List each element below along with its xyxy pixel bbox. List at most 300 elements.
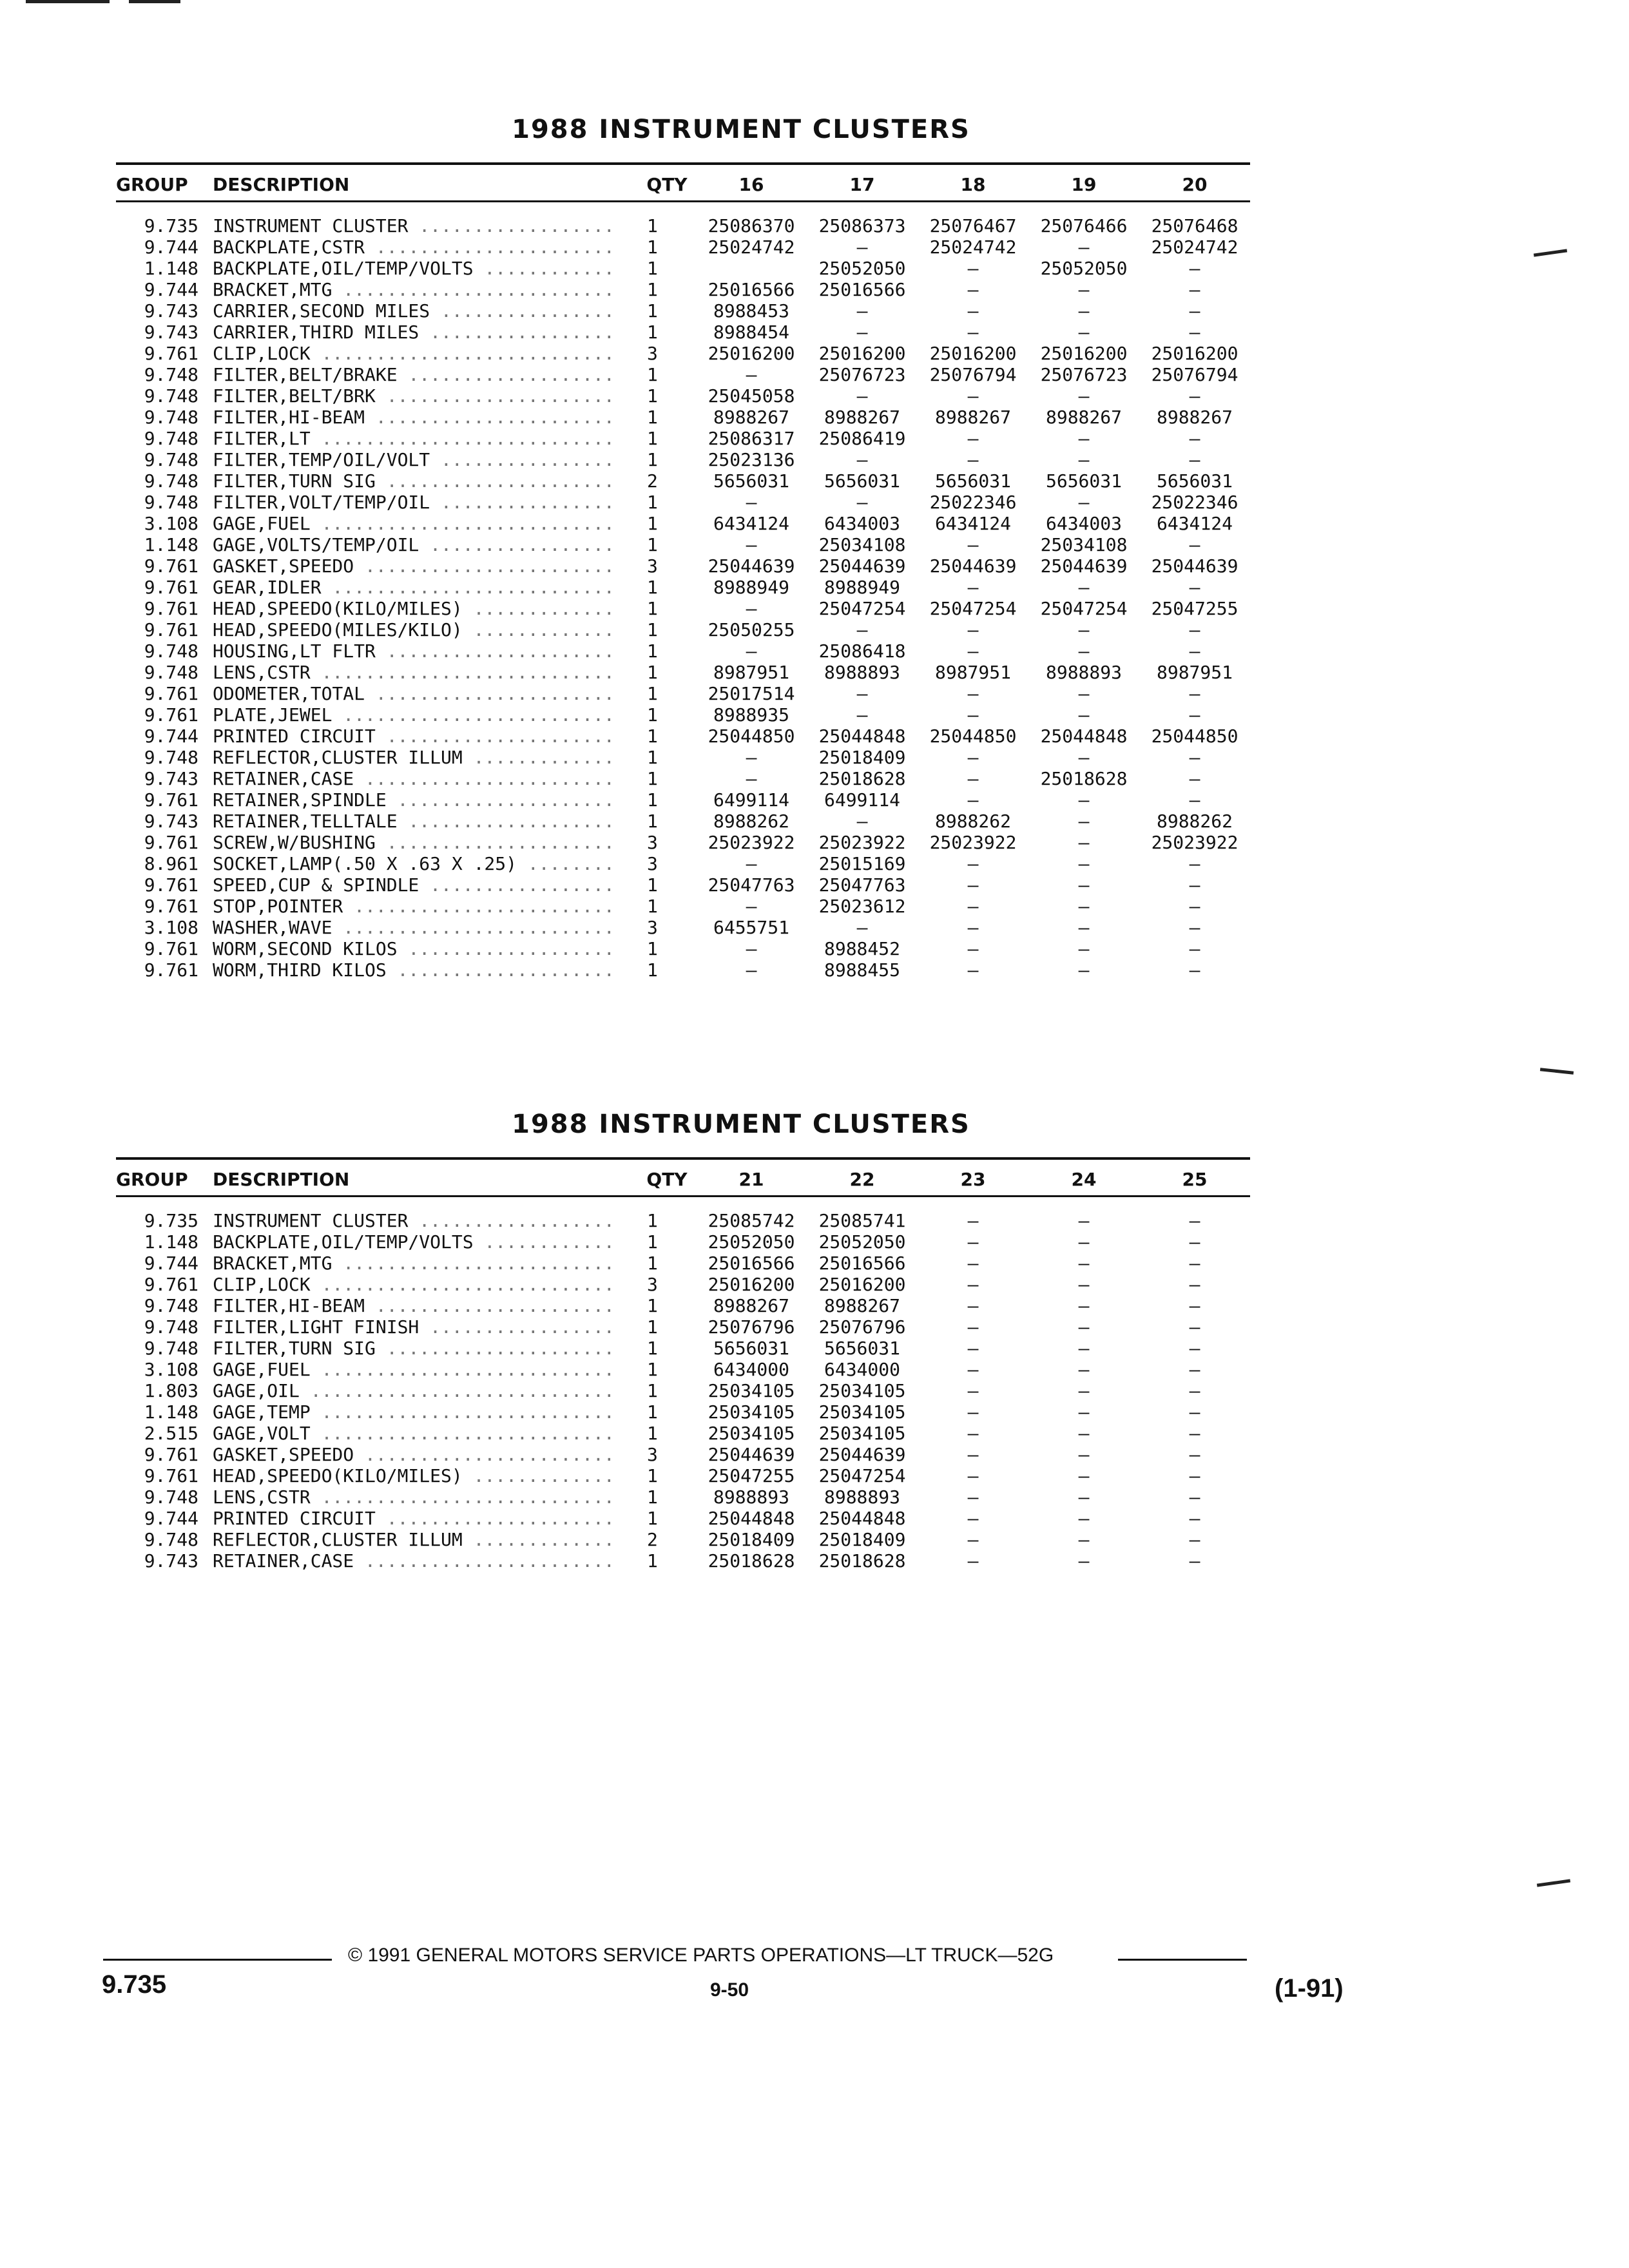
part-number-cell: 25086317 xyxy=(708,428,795,449)
part-number-cell: 25076468 xyxy=(1151,215,1239,236)
part-number-cell: — xyxy=(746,598,757,619)
qty-cell: 1 xyxy=(647,768,658,789)
leader-dots: ...................... xyxy=(375,1295,615,1316)
column-header: 16 xyxy=(696,164,807,202)
part-number-cell: — xyxy=(1078,1423,1090,1444)
table-row xyxy=(116,492,1250,513)
part-number-cell: 25018628 xyxy=(708,1550,795,1571)
part-number-cell: 25017514 xyxy=(708,683,795,704)
part-number-cell: 5656031 xyxy=(1045,470,1122,492)
part-number-cell: 6434124 xyxy=(934,513,1011,534)
part-number-cell: — xyxy=(967,1210,979,1231)
part-number-cell: — xyxy=(967,619,979,640)
group-cell: 9.743 xyxy=(144,811,198,832)
part-number-cell: 25050255 xyxy=(708,619,795,640)
table-row xyxy=(116,1550,1250,1571)
table-row xyxy=(116,726,1250,747)
group-cell: 9.761 xyxy=(144,343,198,364)
column-header: 24 xyxy=(1028,1158,1139,1196)
part-number-cell: 25018409 xyxy=(818,747,906,768)
part-number-cell: 25016200 xyxy=(1151,343,1239,364)
group-cell: 9.761 xyxy=(144,959,198,981)
table-row xyxy=(116,1295,1250,1316)
description-text: REFLECTOR,CLUSTER ILLUM xyxy=(213,1529,463,1550)
part-number-cell: — xyxy=(746,768,757,789)
table-row xyxy=(116,1253,1250,1274)
part-number-cell: 25016200 xyxy=(1040,343,1128,364)
part-number-cell: — xyxy=(967,747,979,768)
description-cell xyxy=(213,407,638,428)
part-number-cell: 25024742 xyxy=(708,236,795,258)
part-number-cell: 25034105 xyxy=(708,1423,795,1444)
part-number-cell: — xyxy=(1078,1465,1090,1486)
part-number-cell: — xyxy=(967,279,979,300)
part-number-cell: 6434003 xyxy=(824,513,900,534)
part-number-cell: — xyxy=(967,704,979,726)
part-number-cell: 25076467 xyxy=(929,215,1017,236)
part-number-cell: 8988262 xyxy=(1156,811,1233,832)
part-number-cell: 25085742 xyxy=(708,1210,795,1231)
footer-page-number: 9-50 xyxy=(710,1979,749,2001)
description-cell xyxy=(213,768,638,789)
qty-cell: 1 xyxy=(647,1295,658,1316)
description-cell xyxy=(213,640,638,662)
part-number-cell: — xyxy=(1078,1444,1090,1465)
leader-dots: ....................... xyxy=(365,1444,615,1465)
part-number-cell: — xyxy=(1078,959,1090,981)
part-number-cell: 25023922 xyxy=(818,832,906,853)
part-number-cell: 25086419 xyxy=(818,428,906,449)
qty-cell: 1 xyxy=(647,959,658,981)
group-cell: 9.743 xyxy=(144,322,198,343)
description-cell xyxy=(213,364,638,385)
leader-dots: ................ xyxy=(441,300,615,322)
column-header: GROUP xyxy=(116,1158,213,1196)
part-number-cell: — xyxy=(1189,747,1200,768)
part-number-cell: 25016200 xyxy=(818,1274,906,1295)
qty-cell: 1 xyxy=(647,662,658,683)
column-header: 25 xyxy=(1139,1158,1250,1196)
part-number-cell: — xyxy=(967,917,979,938)
part-number-cell: 25044639 xyxy=(818,1444,906,1465)
part-number-cell: 25076796 xyxy=(818,1316,906,1338)
part-number-cell: — xyxy=(1189,1359,1200,1380)
table-row xyxy=(116,747,1250,768)
qty-cell: 1 xyxy=(647,1316,658,1338)
part-number-cell: 25016566 xyxy=(818,279,906,300)
qty-cell: 1 xyxy=(647,1550,658,1571)
part-number-cell: 5656031 xyxy=(1156,470,1233,492)
leader-dots: ............. xyxy=(473,598,615,619)
qty-cell: 1 xyxy=(647,1359,658,1380)
part-number-cell: 6434000 xyxy=(824,1359,900,1380)
part-number-cell: — xyxy=(967,1253,979,1274)
part-number-cell: — xyxy=(856,322,868,343)
part-number-cell: 25023922 xyxy=(708,832,795,853)
table-row xyxy=(116,1401,1250,1423)
part-number-cell: 25052050 xyxy=(1040,258,1128,279)
part-number-cell: — xyxy=(967,938,979,959)
table-row xyxy=(116,662,1250,683)
part-number-cell: 8988893 xyxy=(713,1486,789,1508)
qty-cell: 1 xyxy=(647,1423,658,1444)
description-cell xyxy=(213,1465,638,1486)
part-number-cell: 8988267 xyxy=(713,1295,789,1316)
qty-cell: 1 xyxy=(647,279,658,300)
description-text: CARRIER,SECOND MILES xyxy=(213,300,430,322)
part-number-cell: 25086373 xyxy=(818,215,906,236)
part-number-cell: — xyxy=(967,534,979,555)
qty-cell: 3 xyxy=(647,832,658,853)
part-number-cell: — xyxy=(967,1444,979,1465)
column-header: DESCRIPTION xyxy=(213,1158,638,1196)
table-row xyxy=(116,300,1250,322)
qty-cell: 1 xyxy=(647,1508,658,1529)
description-text: REFLECTOR,CLUSTER ILLUM xyxy=(213,747,463,768)
part-number-cell: — xyxy=(1078,683,1090,704)
description-text: CLIP,LOCK xyxy=(213,1274,311,1295)
column-header: QTY xyxy=(638,164,696,202)
part-number-cell: 25044639 xyxy=(929,555,1017,577)
part-number-cell: 6455751 xyxy=(713,917,789,938)
qty-cell: 3 xyxy=(647,917,658,938)
description-text: BACKPLATE,OIL/TEMP/VOLTS xyxy=(213,258,474,279)
table-row xyxy=(116,1359,1250,1380)
leader-dots: ........................... xyxy=(321,1274,615,1295)
part-number-cell: 8987951 xyxy=(1156,662,1233,683)
table-row xyxy=(116,832,1250,853)
part-number-cell: — xyxy=(1189,1423,1200,1444)
table-row xyxy=(116,768,1250,789)
part-number-cell: — xyxy=(1078,1486,1090,1508)
description-text: GASKET,SPEEDO xyxy=(213,555,354,577)
description-text: LENS,CSTR xyxy=(213,1486,311,1508)
leader-dots: .................... xyxy=(397,959,615,981)
table-row xyxy=(116,385,1250,407)
part-number-cell: — xyxy=(746,896,757,917)
part-number-cell: — xyxy=(856,619,868,640)
leader-dots: ......................... xyxy=(343,279,615,300)
qty-cell: 1 xyxy=(647,428,658,449)
leader-dots: ..................... xyxy=(386,385,615,407)
part-number-cell: — xyxy=(1078,789,1090,811)
part-number-cell: — xyxy=(967,683,979,704)
part-number-cell: 8987951 xyxy=(713,662,789,683)
part-number-cell: 5656031 xyxy=(824,470,900,492)
footer-rule-left xyxy=(103,1959,332,1961)
leader-dots: ....................... xyxy=(365,768,615,789)
table-row xyxy=(116,577,1250,598)
description-cell xyxy=(213,1359,638,1380)
part-number-cell: — xyxy=(1078,385,1090,407)
table-row xyxy=(116,1423,1250,1444)
leader-dots: ........................... xyxy=(321,662,615,683)
description-cell xyxy=(213,598,638,619)
leader-dots: ........................... xyxy=(321,1359,615,1380)
group-cell: 9.744 xyxy=(144,279,198,300)
part-number-cell: 25034105 xyxy=(708,1380,795,1401)
part-number-cell: — xyxy=(1189,1401,1200,1423)
part-number-cell: 25052050 xyxy=(818,1231,906,1253)
table-row xyxy=(116,258,1250,279)
qty-cell: 1 xyxy=(647,789,658,811)
description-cell xyxy=(213,789,638,811)
part-number-cell: — xyxy=(967,1295,979,1316)
part-number-cell: 6499114 xyxy=(713,789,789,811)
leader-dots: ..................... xyxy=(386,1508,615,1529)
group-cell: 9.744 xyxy=(144,1508,198,1529)
table-row xyxy=(116,598,1250,619)
part-number-cell: 8988949 xyxy=(824,577,900,598)
part-number-cell: 25076723 xyxy=(1040,364,1128,385)
scan-mark xyxy=(129,0,180,3)
part-number-cell: — xyxy=(746,747,757,768)
table-row xyxy=(116,1486,1250,1508)
table-row xyxy=(116,619,1250,640)
part-number-cell: 8988893 xyxy=(824,1486,900,1508)
part-number-cell: — xyxy=(967,853,979,874)
part-number-cell: 6434124 xyxy=(713,513,789,534)
scan-mark xyxy=(1540,1068,1574,1074)
description-cell xyxy=(213,938,638,959)
part-number-cell: — xyxy=(967,1508,979,1529)
column-header: DESCRIPTION xyxy=(213,164,638,202)
column-header: GROUP xyxy=(116,164,213,202)
qty-cell: 1 xyxy=(647,300,658,322)
scan-mark xyxy=(1534,249,1567,256)
table-row xyxy=(116,470,1250,492)
leader-dots: ....................... xyxy=(365,1550,615,1571)
part-number-cell: — xyxy=(1189,1316,1200,1338)
leader-dots: ......................... xyxy=(343,917,615,938)
part-number-cell: — xyxy=(967,1486,979,1508)
description-cell xyxy=(213,1196,638,1232)
parts-section-1 xyxy=(116,115,1250,981)
table-row xyxy=(116,202,1250,237)
part-number-cell: — xyxy=(1189,789,1200,811)
description-cell xyxy=(213,1508,638,1529)
description-text: FILTER,TURN SIG xyxy=(213,470,376,492)
description-cell xyxy=(213,1444,638,1465)
leader-dots: ......................... xyxy=(343,704,615,726)
part-number-cell: 25034105 xyxy=(818,1401,906,1423)
part-number-cell: 25044639 xyxy=(1040,555,1128,577)
table-row xyxy=(116,1444,1250,1465)
qty-cell: 1 xyxy=(647,1253,658,1274)
leader-dots: ...................... xyxy=(375,683,615,704)
part-number-cell: — xyxy=(856,492,868,513)
description-text: FILTER,TURN SIG xyxy=(213,1338,376,1359)
description-text: FILTER,BELT/BRK xyxy=(213,385,376,407)
qty-cell: 3 xyxy=(647,555,658,577)
part-number-cell: — xyxy=(1189,938,1200,959)
part-number-cell: — xyxy=(967,874,979,896)
part-number-cell: 25034108 xyxy=(1040,534,1128,555)
group-cell: 9.761 xyxy=(144,1444,198,1465)
description-cell xyxy=(213,300,638,322)
part-number-cell: 25047254 xyxy=(818,1465,906,1486)
leader-dots: ......................... xyxy=(343,1253,615,1274)
scan-mark xyxy=(26,0,110,3)
part-number-cell: 25044639 xyxy=(818,555,906,577)
leader-dots: ............ xyxy=(484,258,615,279)
group-cell: 9.744 xyxy=(144,236,198,258)
part-number-cell: — xyxy=(1078,1508,1090,1529)
part-number-cell: — xyxy=(1189,640,1200,662)
footer-copyright: © 1991 GENERAL MOTORS SERVICE PARTS OPERATIONS—LT TRUCK—52G xyxy=(348,1945,1054,1966)
leader-dots: ..................... xyxy=(386,470,615,492)
qty-cell: 1 xyxy=(647,598,658,619)
table-row xyxy=(116,938,1250,959)
part-number-cell: — xyxy=(1078,449,1090,470)
part-number-cell: — xyxy=(1189,1465,1200,1486)
qty-cell: 1 xyxy=(647,1401,658,1423)
group-cell: 9.761 xyxy=(144,577,198,598)
part-number-cell: 8988267 xyxy=(824,1295,900,1316)
part-number-cell: 25015169 xyxy=(818,853,906,874)
table-row xyxy=(116,343,1250,364)
part-number-cell: — xyxy=(967,768,979,789)
column-header: 20 xyxy=(1139,164,1250,202)
part-number-cell: — xyxy=(1189,1231,1200,1253)
part-number-cell: — xyxy=(1189,917,1200,938)
description-text: PRINTED CIRCUIT xyxy=(213,1508,376,1529)
qty-cell: 1 xyxy=(647,640,658,662)
table-row xyxy=(116,853,1250,874)
section-title: 1988 INSTRUMENT CLUSTERS xyxy=(512,115,970,144)
leader-dots: ............. xyxy=(473,1465,615,1486)
description-text: SCREW,W/BUSHING xyxy=(213,832,376,853)
group-cell: 9.748 xyxy=(144,1486,198,1508)
leader-dots: ................ xyxy=(441,449,615,470)
qty-cell: 1 xyxy=(647,1465,658,1486)
part-number-cell: — xyxy=(1189,428,1200,449)
description-cell xyxy=(213,1380,638,1401)
group-cell: 9.761 xyxy=(144,896,198,917)
group-cell: 9.761 xyxy=(144,1465,198,1486)
description-cell xyxy=(213,917,638,938)
description-cell xyxy=(213,853,638,874)
description-text: GEAR,IDLER xyxy=(213,577,322,598)
group-cell: 9.748 xyxy=(144,428,198,449)
part-number-cell: — xyxy=(1078,300,1090,322)
table-row xyxy=(116,1274,1250,1295)
part-number-cell: 25034108 xyxy=(818,534,906,555)
table-row xyxy=(116,513,1250,534)
part-number-cell: 25034105 xyxy=(708,1401,795,1423)
part-number-cell: — xyxy=(1189,704,1200,726)
description-cell xyxy=(213,704,638,726)
qty-cell: 1 xyxy=(647,1338,658,1359)
description-text: HEAD,SPEEDO(MILES/KILO) xyxy=(213,619,463,640)
part-number-cell: — xyxy=(1189,896,1200,917)
part-number-cell: — xyxy=(856,236,868,258)
part-number-cell: — xyxy=(746,938,757,959)
part-number-cell: 25047763 xyxy=(818,874,906,896)
leader-dots: ................... xyxy=(408,811,615,832)
part-number-cell: — xyxy=(1189,683,1200,704)
table-row xyxy=(116,534,1250,555)
description-text: GAGE,VOLTS/TEMP/OIL xyxy=(213,534,419,555)
part-number-cell: — xyxy=(1078,853,1090,874)
group-cell: 9.748 xyxy=(144,1338,198,1359)
footer-group: 9.735 xyxy=(102,1970,167,1999)
part-number-cell: 25044848 xyxy=(1040,726,1128,747)
group-cell: 9.761 xyxy=(144,1274,198,1295)
group-cell: 9.748 xyxy=(144,1529,198,1550)
group-cell: 9.743 xyxy=(144,768,198,789)
part-number-cell: 8988267 xyxy=(713,407,789,428)
part-number-cell: 25016200 xyxy=(818,343,906,364)
part-number-cell: — xyxy=(1078,1274,1090,1295)
table-row xyxy=(116,1380,1250,1401)
parts-table xyxy=(116,162,1250,981)
description-text: BRACKET,MTG xyxy=(213,279,333,300)
part-number-cell: 8988949 xyxy=(713,577,789,598)
table-row xyxy=(116,811,1250,832)
qty-cell: 1 xyxy=(647,683,658,704)
part-number-cell: 8988267 xyxy=(824,407,900,428)
part-number-cell: — xyxy=(967,1423,979,1444)
part-number-cell: — xyxy=(1189,1274,1200,1295)
part-number-cell: 25047254 xyxy=(1040,598,1128,619)
part-number-cell: — xyxy=(1189,1486,1200,1508)
part-number-cell: — xyxy=(1189,1338,1200,1359)
group-cell: 9.735 xyxy=(144,215,198,236)
part-number-cell: — xyxy=(1189,959,1200,981)
part-number-cell: 25047254 xyxy=(818,598,906,619)
column-header: 17 xyxy=(807,164,918,202)
leader-dots: ...................... xyxy=(375,236,615,258)
description-cell xyxy=(213,1486,638,1508)
qty-cell: 1 xyxy=(647,938,658,959)
part-number-cell: — xyxy=(1189,853,1200,874)
part-number-cell: — xyxy=(967,449,979,470)
description-text: RETAINER,SPINDLE xyxy=(213,789,387,811)
part-number-cell: 25023922 xyxy=(1151,832,1239,853)
group-cell: 9.761 xyxy=(144,619,198,640)
part-number-cell: — xyxy=(1189,1529,1200,1550)
group-cell: 9.748 xyxy=(144,407,198,428)
part-number-cell: 25023136 xyxy=(708,449,795,470)
table-row xyxy=(116,1316,1250,1338)
group-cell: 9.761 xyxy=(144,789,198,811)
table-row xyxy=(116,449,1250,470)
part-number-cell: 8988267 xyxy=(1045,407,1122,428)
table-row xyxy=(116,640,1250,662)
section-title: 1988 INSTRUMENT CLUSTERS xyxy=(512,1110,970,1139)
part-number-cell: — xyxy=(1189,300,1200,322)
group-cell: 9.748 xyxy=(144,1295,198,1316)
part-number-cell: 25044850 xyxy=(1151,726,1239,747)
group-cell: 9.748 xyxy=(144,662,198,683)
scan-mark xyxy=(1537,1879,1570,1887)
description-cell xyxy=(213,492,638,513)
part-number-cell: — xyxy=(1078,832,1090,853)
part-number-cell: — xyxy=(1189,279,1200,300)
group-cell: 9.743 xyxy=(144,300,198,322)
part-number-cell: — xyxy=(1078,1253,1090,1274)
table-row xyxy=(116,1338,1250,1359)
part-number-cell: — xyxy=(1078,874,1090,896)
part-number-cell: 8988455 xyxy=(824,959,900,981)
description-cell xyxy=(213,428,638,449)
group-cell: 9.748 xyxy=(144,364,198,385)
part-number-cell: — xyxy=(1078,577,1090,598)
qty-cell: 3 xyxy=(647,1444,658,1465)
description-text: FILTER,HI-BEAM xyxy=(213,407,365,428)
part-number-cell: — xyxy=(1078,1295,1090,1316)
